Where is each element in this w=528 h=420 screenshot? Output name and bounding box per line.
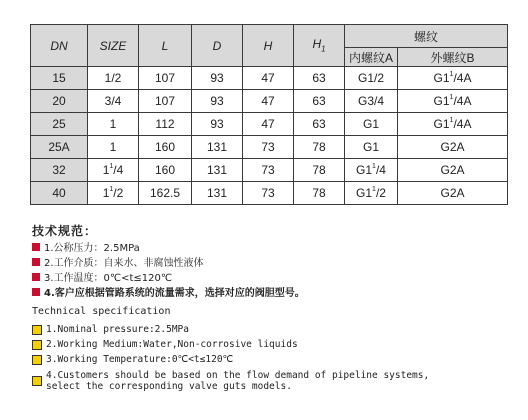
cn-item-text: 1.公称压力：2.5MPa xyxy=(44,243,140,254)
en-spec-list xyxy=(32,322,429,392)
cell-size: 1 xyxy=(88,113,139,136)
table-row xyxy=(31,67,508,90)
yellow-square-icon xyxy=(32,376,42,386)
en-item-text: 4.Customers should be based on the flow demand of pipeline systems, select the corresponding valve guts models. xyxy=(46,370,430,392)
cell-h1: 63 xyxy=(294,67,345,90)
cell-d: 93 xyxy=(192,113,243,136)
cell-inner: G1 xyxy=(345,113,398,136)
cell-dn: 25 xyxy=(31,113,88,136)
cell-h1: 78 xyxy=(294,182,345,205)
cell-size: 1/2 xyxy=(88,67,139,90)
header-d: D xyxy=(192,25,243,67)
cell-h: 47 xyxy=(243,90,294,113)
list-item xyxy=(32,284,305,299)
cell-d: 93 xyxy=(192,67,243,90)
cell-dn: 25A xyxy=(31,136,88,159)
cell-h1: 78 xyxy=(294,159,345,182)
header-l: L xyxy=(139,25,192,67)
cell-size: 1 xyxy=(88,136,139,159)
list-item xyxy=(32,337,429,352)
cell-size: 3/4 xyxy=(88,90,139,113)
list-item xyxy=(32,254,305,269)
red-square-icon xyxy=(32,273,40,281)
cell-h: 73 xyxy=(243,136,294,159)
yellow-square-icon xyxy=(32,340,42,350)
cell-h1: 78 xyxy=(294,136,345,159)
red-square-icon xyxy=(32,258,40,266)
cn-item-text: 3.工作温度：0℃<t≤120℃ xyxy=(44,273,173,284)
cell-outer: G2A xyxy=(398,159,508,182)
cell-h: 73 xyxy=(243,182,294,205)
cell-size: $1^1/4$ xyxy=(88,159,139,182)
header-h1: $H_1$ xyxy=(294,25,345,67)
cn-spec-list xyxy=(32,239,305,299)
header-dn: DN xyxy=(31,25,88,67)
cell-h: 47 xyxy=(243,67,294,90)
cell-outer: $G1^1/4A$ xyxy=(398,67,508,90)
list-item xyxy=(32,370,429,392)
cell-inner: $G1^1/2$ xyxy=(345,182,398,205)
red-square-icon xyxy=(32,243,40,251)
header-size: SIZE xyxy=(88,25,139,67)
cell-l: 160 xyxy=(139,159,192,182)
cell-outer: G2A xyxy=(398,136,508,159)
cell-l: 160 xyxy=(139,136,192,159)
red-square-icon xyxy=(32,288,40,296)
header-h: H xyxy=(243,25,294,67)
cell-l: 162.5 xyxy=(139,182,192,205)
header-outer-thread: 外螺纹B xyxy=(398,48,508,67)
cell-h: 73 xyxy=(243,159,294,182)
cell-dn: 40 xyxy=(31,182,88,205)
cell-h1: 63 xyxy=(294,90,345,113)
cell-d: 131 xyxy=(192,182,243,205)
cell-dn: 20 xyxy=(31,90,88,113)
table-row xyxy=(31,159,508,182)
table-row xyxy=(31,90,508,113)
table-row xyxy=(31,182,508,205)
cell-inner: G3/4 xyxy=(345,90,398,113)
header-thread: 螺纹 xyxy=(345,25,508,48)
cell-outer: $G1^1/4A$ xyxy=(398,90,508,113)
cell-l: 107 xyxy=(139,67,192,90)
cell-d: 93 xyxy=(192,90,243,113)
list-item xyxy=(32,352,429,367)
yellow-square-icon xyxy=(32,355,42,365)
cell-l: 112 xyxy=(139,113,192,136)
cell-l: 107 xyxy=(139,90,192,113)
cn-item-text: 4.客户应根据管路系统的流量需求，选择对应的阀胆型号。 xyxy=(44,288,305,299)
cell-outer: $G1^1/4A$ xyxy=(398,113,508,136)
spec-table xyxy=(30,24,508,205)
list-item xyxy=(32,239,305,254)
en-spec-title: Technical specification xyxy=(32,306,171,317)
cell-dn: 32 xyxy=(31,159,88,182)
cell-h1: 63 xyxy=(294,113,345,136)
cell-dn: 15 xyxy=(31,67,88,90)
list-item xyxy=(32,269,305,284)
en-item-text: 1.Nominal pressure:2.5MPa xyxy=(46,324,189,335)
header-inner-thread: 内螺纹A xyxy=(345,48,398,67)
cell-d: 131 xyxy=(192,136,243,159)
cell-h: 47 xyxy=(243,113,294,136)
cell-size: $1^1/2$ xyxy=(88,182,139,205)
en-item-text: 3.Working Temperature:0℃<t≤120℃ xyxy=(46,354,234,365)
cell-outer: G2A xyxy=(398,182,508,205)
cell-d: 131 xyxy=(192,159,243,182)
en-item-text: 2.Working Medium:Water,Non-corrosive liquids xyxy=(46,339,298,350)
yellow-square-icon xyxy=(32,325,42,335)
list-item xyxy=(32,322,429,337)
cn-item-text: 2.工作介质：自来水、非腐蚀性液体 xyxy=(44,258,204,269)
cn-spec-title: 技术规范： xyxy=(32,224,98,238)
cell-inner: $G1^1/4$ xyxy=(345,159,398,182)
table-row xyxy=(31,136,508,159)
cell-inner: G1 xyxy=(345,136,398,159)
table-row xyxy=(31,113,508,136)
cell-inner: G1/2 xyxy=(345,67,398,90)
